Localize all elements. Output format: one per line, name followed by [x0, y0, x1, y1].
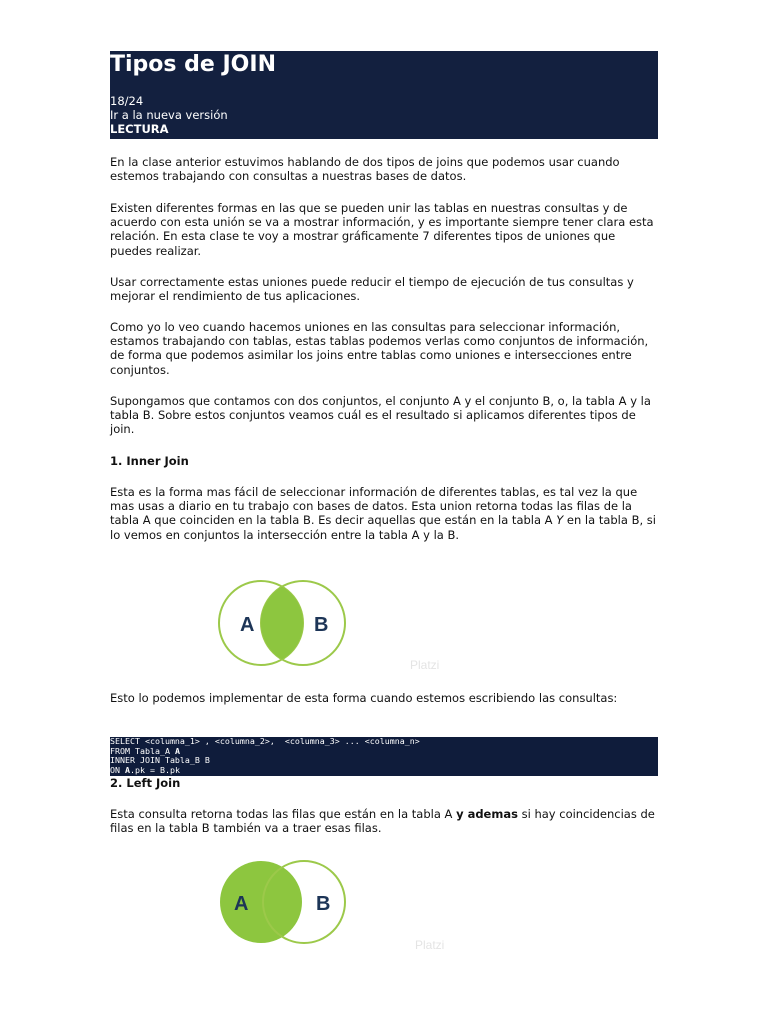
venn-circle-a-filled — [220, 861, 302, 943]
paragraph: Esto lo podemos implementar de esta forma cuando estemos escribiendo las consultas: — [110, 691, 618, 705]
left-join-heading: 2. Left Join — [110, 776, 181, 790]
code-line: INNER JOIN Tabla_B B — [110, 755, 210, 765]
code-line: ON A.pk = B.pk — [110, 764, 180, 775]
code-line: SELECT <columna_1> , <columna_2>, <columna_3> ... <columna_n> — [110, 736, 420, 746]
venn-label-a: A — [240, 614, 255, 636]
paragraph: Como yo lo veo cuando hacemos uniones en las consultas para seleccionar información, estamos trabajando con tablas, estas tablas podemos verlas como conjuntos de información, de forma que podemos asimilar los joins entre tablas como uniones e intersecciones entre conjuntos. — [110, 320, 649, 377]
left-join-venn-diagram — [110, 852, 465, 952]
inner-join-description: Esta es la forma mas fácil de seleccionar información de diferentes tablas, es tal vez la que mas usas a diario en tu trabajo con bases de datos. Esta union retorna todas las filas de la tabla A que coinciden en la tabla B. Es decir aquellas que están en la tabla A Y en la tabla B, si lo vemos en conjuntos la intersección entre la tabla A y la B. — [110, 485, 656, 542]
left-join-description: Esta consulta retorna todas las filas que están en la tabla A y ademas si hay coincidencias de filas en la tabla B también va a traer esas filas. — [110, 807, 655, 836]
new-version-link[interactable]: Ir a la nueva versión — [110, 108, 228, 122]
venn-label-b: B — [314, 614, 329, 636]
lesson-page — [110, 51, 658, 952]
venn-label-a: A — [234, 893, 249, 915]
paragraph: En la clase anterior estuvimos hablando de dos tipos de joins que podemos usar cuando estemos trabajando con consultas a nuestras bases de datos. — [110, 155, 620, 184]
platzi-watermark: Platzi — [415, 938, 445, 952]
paragraph: Supongamos que contamos con dos conjuntos, el conjunto A y el conjunto B, o, la tabla A y la tabla B. Sobre estos conjuntos veamos cuál es el resultado si aplicamos diferentes tipos de join. — [110, 394, 651, 437]
venn-label-b: B — [316, 893, 331, 915]
lesson-type-label: LECTURA — [110, 122, 169, 136]
lesson-counter: 18/24 — [110, 94, 144, 108]
paragraph: Usar correctamente estas uniones puede reducir el tiempo de ejecución de tus consultas y mejorar el rendimiento de tus aplicaciones. — [110, 275, 634, 304]
code-line: FROM Tabla_A A — [110, 745, 180, 756]
paragraph: Existen diferentes formas en las que se pueden unir las tablas en nuestras consultas y de acuerdo con esta unión se va a mostrar información, y es importante siempre tener clara esta relación. En esta clase te voy a mostrar gráficamente 7 diferentes tipos de uniones que puedes realizar. — [110, 201, 654, 258]
inner-join-heading: 1. Inner Join — [110, 454, 189, 468]
inner-join-code-block — [110, 737, 658, 776]
inner-join-venn-diagram — [110, 573, 460, 673]
platzi-watermark: Platzi — [410, 658, 440, 672]
lesson-header — [110, 51, 658, 139]
page-title: Tipos de JOIN — [110, 52, 276, 77]
